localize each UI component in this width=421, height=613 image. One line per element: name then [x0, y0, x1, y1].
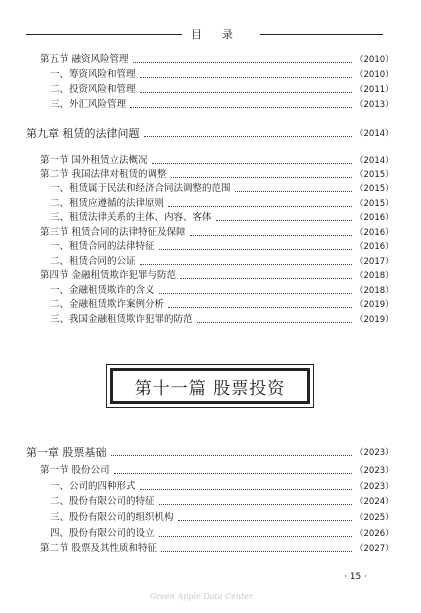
toc-entry-page: （2014） — [355, 129, 394, 139]
toc-entry-page: （2027） — [355, 544, 394, 554]
toc-entry-page: （2023） — [355, 482, 394, 492]
toc-entry-page: （2015） — [355, 199, 394, 209]
toc-leader-dots — [216, 220, 352, 221]
toc-entry-label: 四、股份有限公司的设立 — [50, 528, 155, 539]
toc-leader-dots — [114, 473, 352, 474]
toc-entry-page: （2018） — [355, 286, 394, 296]
page-title: 目录 — [191, 28, 253, 41]
toc-entry-page: （2016） — [355, 213, 394, 223]
toc-entry-label: 二、金融租赁欺诈案例分析 — [50, 299, 165, 310]
toc-entry-page: （2023） — [355, 466, 394, 476]
toc-item-row — [0, 313, 421, 327]
toc-section-row — [0, 154, 421, 168]
toc-entry-page: （2026） — [355, 529, 394, 539]
toc-item-row — [0, 255, 421, 269]
toc-entry-page: （2013） — [355, 100, 394, 110]
toc-entry-label: 二、租赁合同的公证 — [50, 256, 136, 267]
toc-leader-dots — [159, 249, 352, 250]
toc-entry-page: （2010） — [355, 55, 394, 65]
toc-item-row — [0, 68, 421, 82]
toc-entry-label: 第二节 我国法律对租赁的调整 — [40, 169, 167, 180]
toc-leader-dots — [159, 504, 352, 505]
toc-entry-label: 一、筹资风险和管理 — [50, 69, 136, 80]
watermark: Green Apple Data Center — [150, 592, 253, 601]
toc-leader-dots — [130, 107, 352, 108]
toc-item-row — [0, 197, 421, 211]
toc-item-row — [0, 298, 421, 312]
toc-item-row — [0, 98, 421, 112]
toc-item-row — [0, 182, 421, 196]
toc-entry-label: 第四节 金融租赁欺诈犯罪与防范 — [40, 270, 177, 281]
toc-leader-dots — [168, 307, 352, 308]
toc-entry-label: 第九章 租赁的法律问题 — [26, 127, 140, 140]
toc-entry-label: 第三节 租赁合同的法律特征及保障 — [40, 227, 186, 238]
toc-leader-dots — [159, 536, 352, 537]
toc-leader-dots — [111, 455, 352, 456]
toc-item-row — [0, 83, 421, 97]
toc-entry-label: 第二节 股票及其性质和特征 — [40, 543, 158, 554]
toc-entry-label: 三、外汇风险管理 — [50, 99, 127, 110]
toc-leader-dots — [152, 163, 352, 164]
toc-section-row — [0, 168, 421, 182]
toc-entry-page: （2016） — [355, 228, 394, 238]
toc-item-row — [0, 240, 421, 254]
part-title: 第十一篇 股票投资 — [134, 378, 286, 399]
toc-leader-dots — [144, 136, 352, 137]
toc-section-row — [0, 269, 421, 283]
toc-entry-page: （2015） — [355, 184, 394, 194]
toc-leader-dots — [190, 235, 352, 236]
toc-item-row — [0, 480, 421, 494]
page-number: · 15 · — [344, 572, 367, 582]
toc-item-row — [0, 284, 421, 298]
toc-entry-page: （2014） — [355, 156, 394, 166]
toc-leader-dots — [178, 520, 352, 521]
toc-entry-page: （2010） — [355, 70, 394, 80]
toc-header — [26, 28, 383, 40]
toc-chapter-row — [0, 446, 421, 460]
toc-leader-dots — [197, 322, 352, 323]
toc-leader-dots — [140, 92, 352, 93]
toc-entry-page: （2015） — [355, 170, 394, 180]
toc-entry-label: 一、公司的四种形式 — [50, 481, 136, 492]
toc-entry-page: （2024） — [355, 497, 394, 507]
header-rule-left — [26, 34, 182, 35]
toc-entry-label: 三、我国金融租赁欺诈犯罪的防范 — [50, 314, 193, 325]
toc-entry-label: 一、租赁属于民法和经济合同法调整的范围 — [50, 183, 231, 194]
toc-entry-label: 第五节 融资风险管理 — [40, 54, 129, 65]
toc-entry-page: （2019） — [355, 300, 394, 310]
toc-entry-label: 第一章 股票基础 — [26, 446, 107, 459]
toc-entry-label: 第一节 股份公司 — [40, 465, 110, 476]
toc-entry-page: （2018） — [355, 271, 394, 281]
part-title-box — [106, 364, 314, 408]
toc-leader-dots — [180, 278, 352, 279]
toc-item-row — [0, 495, 421, 509]
toc-entry-page: （2011） — [355, 85, 394, 95]
toc-entry-page: （2023） — [355, 448, 394, 458]
toc-entry-label: 二、股份有限公司的特征 — [50, 496, 155, 507]
toc-entry-label: 二、投资风险和管理 — [50, 84, 136, 95]
toc-section-row — [0, 464, 421, 478]
toc-leader-dots — [235, 191, 352, 192]
header-rule-right — [260, 34, 383, 35]
toc-item-row — [0, 511, 421, 525]
toc-entry-label: 一、金融租赁欺诈的含义 — [50, 285, 155, 296]
toc-leader-dots — [140, 264, 352, 265]
toc-chapter-row — [0, 127, 421, 141]
toc-leader-dots — [171, 177, 352, 178]
toc-section-row — [0, 542, 421, 556]
toc-entry-page: （2017） — [355, 257, 394, 267]
toc-section-row — [0, 226, 421, 240]
toc-leader-dots — [161, 551, 352, 552]
toc-entry-label: 三、股份有限公司的组织机构 — [50, 512, 174, 523]
toc-entry-page: （2019） — [355, 315, 394, 325]
toc-item-row — [0, 527, 421, 541]
toc-entry-label: 三、租赁法律关系的主体、内容、客体 — [50, 212, 212, 223]
toc-entry-label: 一、租赁合同的法律特征 — [50, 241, 155, 252]
toc-entry-page: （2016） — [355, 242, 394, 252]
toc-leader-dots — [159, 293, 352, 294]
toc-leader-dots — [133, 62, 352, 63]
toc-leader-dots — [168, 206, 352, 207]
toc-entry-label: 二、租赁应遵循的法律原则 — [50, 198, 165, 209]
toc-leader-dots — [140, 77, 352, 78]
toc-entry-page: （2025） — [355, 513, 394, 523]
toc-entry-label: 第一节 国外租赁立法概况 — [40, 155, 148, 166]
toc-item-row — [0, 211, 421, 225]
toc-section-row — [0, 53, 421, 67]
toc-leader-dots — [140, 489, 352, 490]
